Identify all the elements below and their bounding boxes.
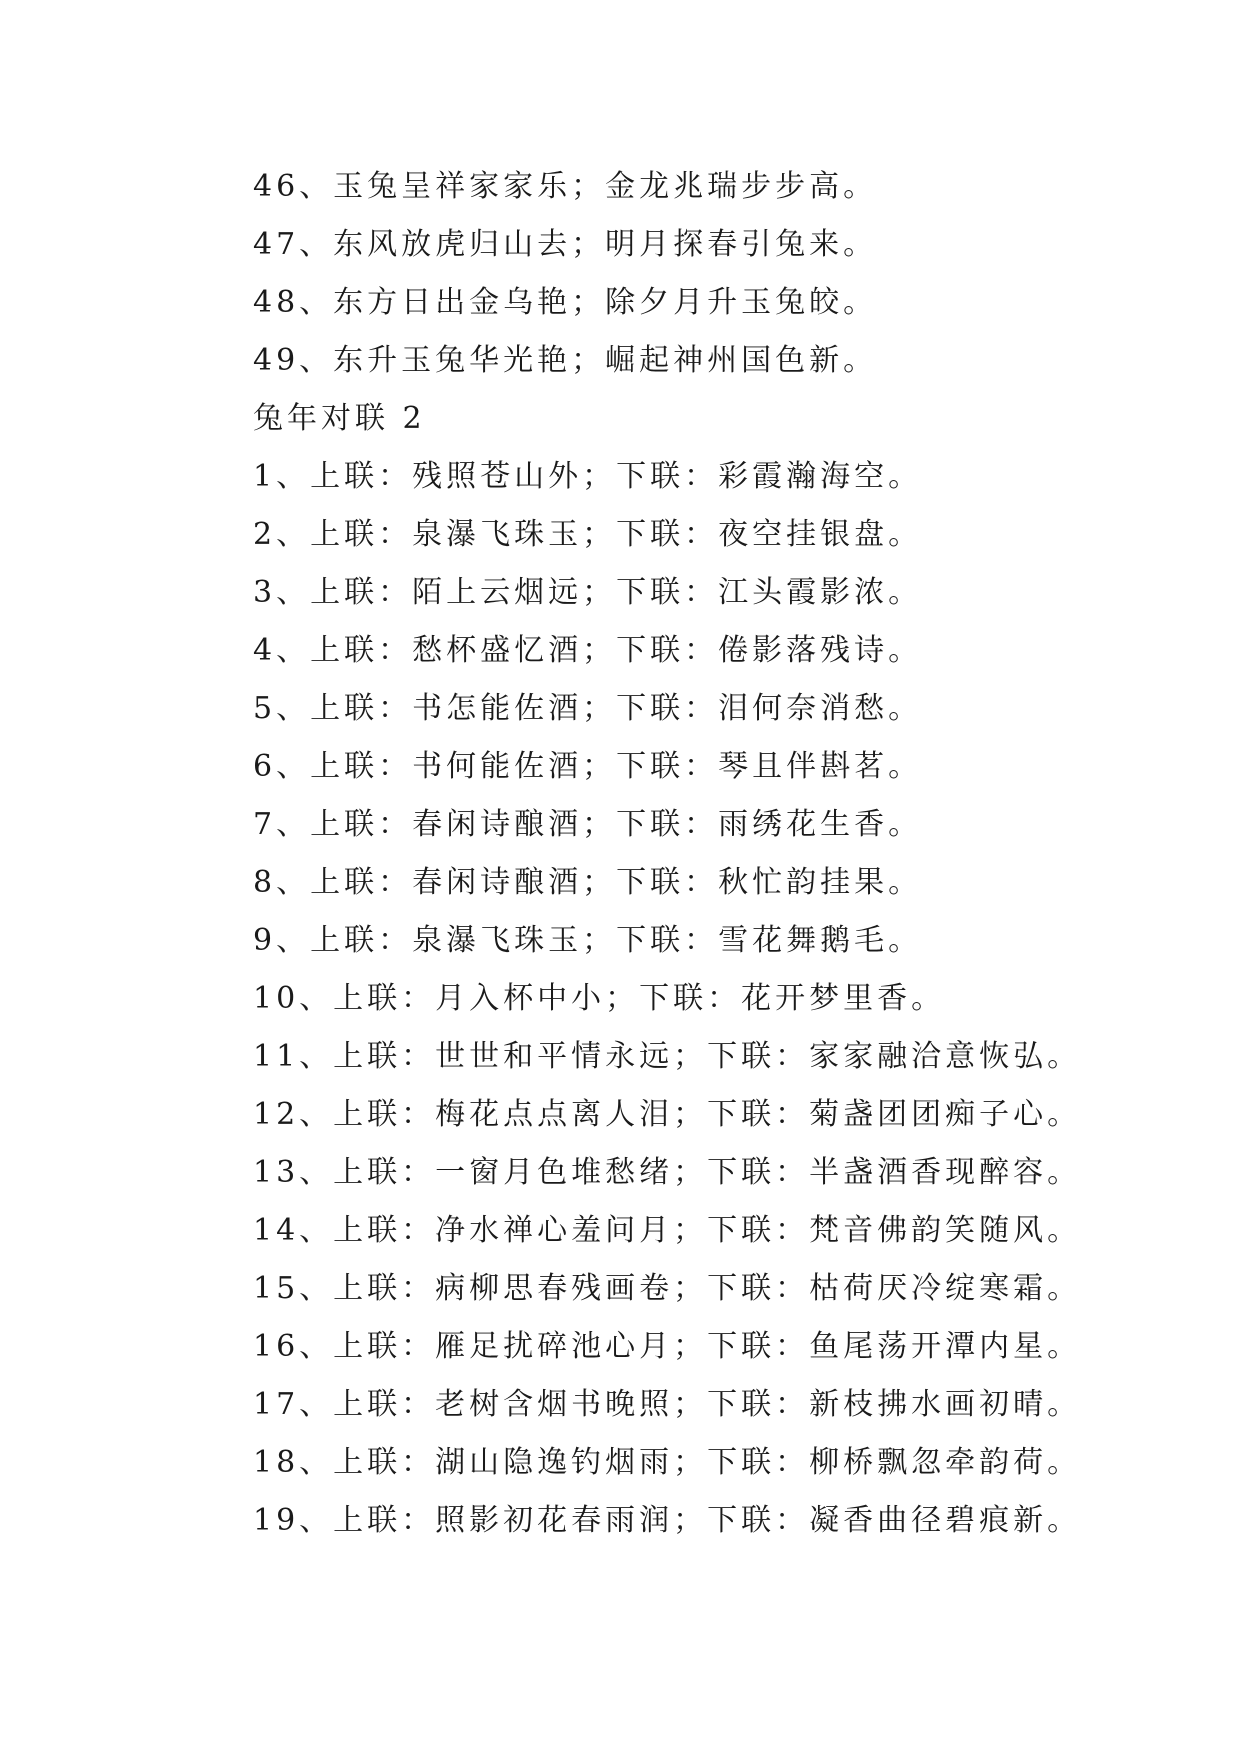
couplet-line-14: 14、上联：净水禅心羞问月；下联：梵音佛韵笑随风。 [253, 1213, 1082, 1248]
couplet-line-47: 47、东风放虎归山去；明月探春引兔来。 [253, 227, 878, 262]
couplet-line-2: 2、上联：泉瀑飞珠玉；下联：夜空挂银盘。 [253, 517, 923, 552]
couplet-line-9: 9、上联：泉瀑飞珠玉；下联：雪花舞鹅毛。 [253, 923, 923, 958]
couplet-line-7: 7、上联：春闲诗酿酒；下联：雨绣花生香。 [253, 807, 923, 842]
couplet-line-11: 11、上联：世世和平情永远；下联：家家融洽意恢弘。 [253, 1039, 1082, 1074]
couplet-line-3: 3、上联：陌上云烟远；下联：江头霞影浓。 [253, 575, 923, 610]
couplet-line-13: 13、上联：一窗月色堆愁绪；下联：半盏酒香现醉容。 [253, 1155, 1082, 1190]
couplet-line-6: 6、上联：书何能佐酒；下联：琴且伴斟茗。 [253, 749, 923, 784]
section-title: 兔年对联 2 [253, 401, 426, 436]
document-body [253, 158, 1213, 1550]
couplet-line-12: 12、上联：梅花点点离人泪；下联：菊盏团团痴子心。 [253, 1097, 1082, 1132]
couplet-line-46: 46、玉兔呈祥家家乐；金龙兆瑞步步高。 [253, 169, 878, 204]
couplet-line-49: 49、东升玉兔华光艳；崛起神州国色新。 [253, 343, 878, 378]
couplet-line-1: 1、上联：残照苍山外；下联：彩霞瀚海空。 [253, 459, 923, 494]
couplet-line-5: 5、上联：书怎能佐酒；下联：泪何奈消愁。 [253, 691, 923, 726]
couplet-line-16: 16、上联：雁足扰碎池心月；下联：鱼尾荡开潭内星。 [253, 1329, 1082, 1364]
couplet-line-17: 17、上联：老树含烟书晚照；下联：新枝拂水画初晴。 [253, 1387, 1082, 1422]
couplet-line-10: 10、上联：月入杯中小；下联：花开梦里香。 [253, 981, 946, 1016]
couplet-line-19: 19、上联：照影初花春雨润；下联：凝香曲径碧痕新。 [253, 1503, 1082, 1538]
couplet-line-48: 48、东方日出金乌艳；除夕月升玉兔皎。 [253, 285, 878, 320]
couplet-line-18: 18、上联：湖山隐逸钓烟雨；下联：柳桥飘忽牵韵荷。 [253, 1445, 1082, 1480]
couplet-line-4: 4、上联：愁杯盛忆酒；下联：倦影落残诗。 [253, 633, 923, 668]
couplet-line-8: 8、上联：春闲诗酿酒；下联：秋忙韵挂果。 [253, 865, 923, 900]
couplet-line-15: 15、上联：病柳思春残画卷；下联：枯荷厌冷绽寒霜。 [253, 1271, 1082, 1306]
